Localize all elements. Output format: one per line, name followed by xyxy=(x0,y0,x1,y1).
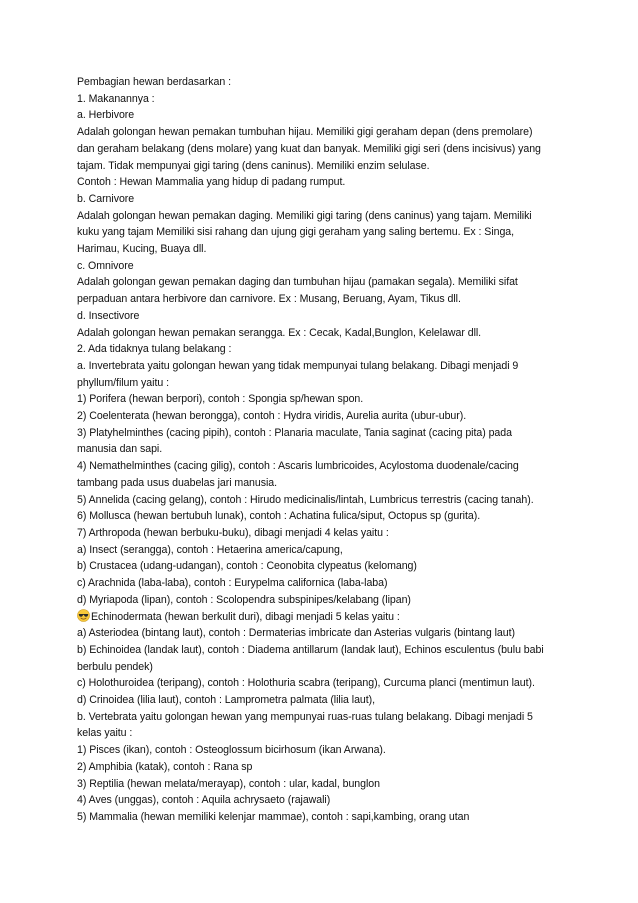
text-line xyxy=(77,341,569,358)
text-line-content: Adalah golongan gewan pemakan daging dan tumbuhan hijau (pamakan segala). Memiliki sifat xyxy=(77,276,518,289)
text-line xyxy=(77,675,569,692)
text-line-content: perpaduan antara herbivore dan carnivore. Ex : Musang, Beruang, Ayam, Tikus dll. xyxy=(77,293,461,306)
text-line-content: 2. Ada tidaknya tulang belakang : xyxy=(77,343,232,356)
text-line xyxy=(77,91,569,108)
text-line xyxy=(77,659,569,676)
text-line xyxy=(77,74,569,91)
text-line-content: Pembagian hewan berdasarkan : xyxy=(77,76,232,88)
text-line-content: 3) Reptilia (hewan melata/merayap), contoh : ular, kadal, bunglon xyxy=(77,777,380,790)
text-line xyxy=(77,508,569,525)
text-line xyxy=(77,642,569,659)
text-line-content: tajam. Tidak mempunyai gigi taring (dens caninus). Memiliki enzim selulase. xyxy=(77,159,430,172)
text-line-content: 1) Porifera (hewan berpori), contoh : Spongia sp/hewan spon. xyxy=(77,393,364,406)
text-line xyxy=(77,325,569,342)
text-line xyxy=(77,358,569,375)
text-line xyxy=(77,274,569,291)
text-line xyxy=(77,308,569,325)
text-line xyxy=(77,792,569,809)
document-body xyxy=(77,74,569,826)
text-line-content: Harimau, Kucing, Buaya dll. xyxy=(77,243,207,256)
text-line-content: Adalah golongan hewan pemakan serangga. Ex : Cecak, Kadal,Bunglon, Kelelawar dll. xyxy=(77,326,482,339)
text-line-content: b. Carnivore xyxy=(77,192,135,205)
text-line-content: b) Echinoidea (landak laut), contoh : Diadema antillarum (landak laut), Echinos esculentus (bulu babi xyxy=(77,643,544,656)
text-line xyxy=(77,425,569,442)
text-line-content: c. Omnivore xyxy=(77,259,134,272)
text-line xyxy=(77,224,569,241)
text-line-content: a. Invertebrata yaitu golongan hewan yang tidak mempunyai tulang belakang. Dibagi menjadi 9 xyxy=(77,359,519,372)
text-line-content: kelas yaitu : xyxy=(77,727,133,740)
text-line-content: tambang pada usus duabelas jari manusia. xyxy=(77,476,278,489)
text-line xyxy=(77,375,569,392)
text-line xyxy=(77,241,569,258)
text-line-content: kuku yang tajam Memiliki sisi rahang dan ujung gigi geraham yang saling bertemu. Ex : Singa, xyxy=(77,226,515,239)
text-line-content: 4) Nemathelminthes (cacing gilig), contoh : Ascaris lumbricoides, Acylostoma duodenale/cacing xyxy=(77,460,519,473)
text-line xyxy=(77,408,569,425)
text-line xyxy=(77,542,569,559)
text-line xyxy=(77,776,569,793)
text-line-content: 1. Makanannya : xyxy=(77,92,155,105)
text-line xyxy=(77,625,569,642)
text-line-content: 7) Arthropoda (hewan berbuku-buku), dibagi menjadi 4 kelas yaitu : xyxy=(77,526,389,539)
text-line-content: phyllum/filum yaitu : xyxy=(77,376,169,389)
text-line xyxy=(77,575,569,592)
text-line xyxy=(77,525,569,542)
text-line-content: 2) Amphibia (katak), contoh : Rana sp xyxy=(77,760,253,773)
text-line-content: Adalah golongan hewan pemakan tumbuhan hijau. Memiliki gigi geraham depan (dens premolare) xyxy=(77,126,533,139)
text-line-content: 4) Aves (unggas), contoh : Aquila achrysaeto (rajawali) xyxy=(77,794,331,807)
text-line-content: berbulu pendek) xyxy=(77,660,153,673)
text-line xyxy=(77,107,569,124)
text-line xyxy=(77,391,569,408)
text-line-content: 3) Platyhelminthes (cacing pipih), contoh : Planaria maculate, Tania saginat (cacing pita) pada xyxy=(77,426,512,439)
text-line-content: Adalah golongan hewan pemakan daging. Memiliki gigi taring (dens caninus) yang tajam. Memiliki xyxy=(77,209,532,222)
text-line-content: c) Arachnida (laba-laba), contoh : Eurypelma californica (laba-laba) xyxy=(77,577,388,590)
text-line xyxy=(77,191,569,208)
text-line-content: d. Insectivore xyxy=(77,309,140,322)
text-line-content: dan geraham belakang (dens molare) yang kuat dan banyak. Memiliki gigi seri (dens incisivus) yang xyxy=(77,142,541,155)
text-line xyxy=(77,475,569,492)
text-line xyxy=(77,558,569,575)
text-line xyxy=(77,759,569,776)
text-line-content: a) Asteriodea (bintang laut), contoh : Dermaterias imbricate dan Asterias vulgaris (bintang laut) xyxy=(77,627,515,640)
text-line-content: 6) Mollusca (hewan bertubuh lunak), contoh : Achatina fulica/siput, Octopus sp (gurita). xyxy=(77,510,481,523)
text-line-content: 2) Coelenterata (hewan berongga), contoh : Hydra viridis, Aurelia aurita (ubur-ubur). xyxy=(77,410,467,423)
text-line xyxy=(77,158,569,175)
text-line-content: Contoh : Hewan Mammalia yang hidup di padang rumput. xyxy=(77,176,346,189)
text-line-content: a) Insect (serangga), contoh : Hetaerina america/capung, xyxy=(77,543,343,556)
text-line xyxy=(77,174,569,191)
text-line-content: d) Myriapoda (lipan), contoh : Scolopendra subspinipes/kelabang (lipan) xyxy=(77,593,411,606)
text-line xyxy=(77,458,569,475)
text-line xyxy=(77,725,569,742)
text-line-content: manusia dan sapi. xyxy=(77,443,163,456)
text-line xyxy=(77,258,569,275)
text-line-content: b. Vertebrata yaitu golongan hewan yang mempunyai ruas-ruas tulang belakang. Dibagi menjadi 5 xyxy=(77,710,533,723)
text-line xyxy=(77,141,569,158)
text-line-content: 1) Pisces (ikan), contoh : Osteoglossum bicirhosum (ikan Arwana). xyxy=(77,744,386,757)
text-line xyxy=(77,709,569,726)
text-line xyxy=(77,592,569,609)
text-line xyxy=(77,441,569,458)
text-line-content: 5) Mammalia (hewan memiliki kelenjar mammae), contoh : sapi,kambing, orang utan xyxy=(77,810,470,823)
text-line-content: d) Crinoidea (lilia laut), contoh : Lamprometra palmata (lilia laut), xyxy=(77,694,376,707)
text-line-content: a. Herbivore xyxy=(77,109,135,122)
sunglasses-face-icon xyxy=(77,609,90,622)
text-line-content: b) Crustacea (udang-udangan), contoh : Ceonobita clypeatus (kelomang) xyxy=(77,560,417,573)
text-line-content: 5) Annelida (cacing gelang), contoh : Hirudo medicinalis/lintah, Lumbricus terrestris (cacing tanah). xyxy=(77,493,534,506)
text-line xyxy=(77,492,569,509)
text-line xyxy=(77,609,569,626)
text-line xyxy=(77,124,569,141)
text-line-content: Echinodermata (hewan berkulit duri), dibagi menjadi 5 kelas yaitu : xyxy=(91,610,400,623)
text-line xyxy=(77,809,569,826)
text-line xyxy=(77,742,569,759)
text-line xyxy=(77,291,569,308)
text-line-content: c) Holothuroidea (teripang), contoh : Holothuria scabra (teripang), Curcuma planci (mentimun laut). xyxy=(77,677,535,690)
text-line xyxy=(77,692,569,709)
text-line xyxy=(77,208,569,225)
